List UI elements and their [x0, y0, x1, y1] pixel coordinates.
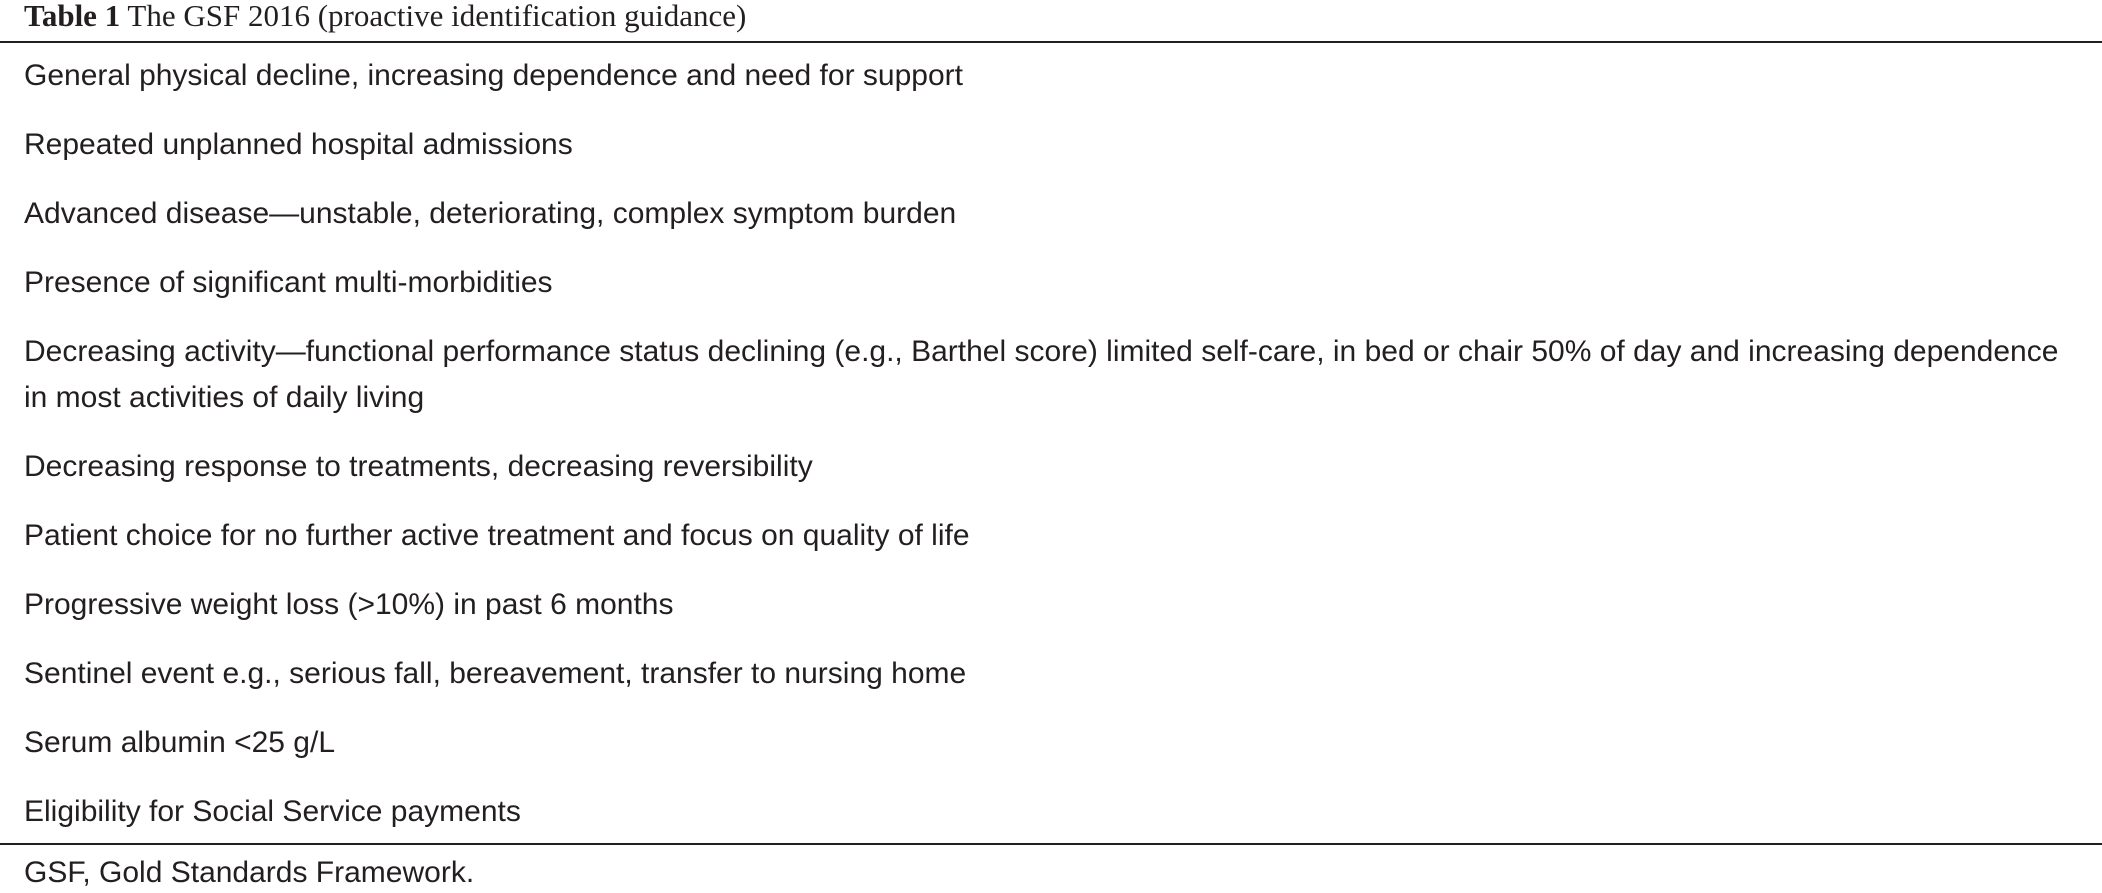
table-body: [24, 43, 2084, 848]
table-row: Progressive weight loss (>10%) in past 6 months: [24, 588, 674, 621]
table-row: Eligibility for Social Service payments: [24, 795, 521, 828]
table-caption-title: The GSF 2016 (proactive identification guidance): [127, 0, 747, 33]
table-caption: [24, 0, 746, 38]
table-footnote: GSF, Gold Standards Framework.: [24, 856, 475, 889]
table-row: Serum albumin <25 g/L: [24, 726, 336, 759]
table-row: Presence of significant multi-morbidities: [24, 266, 553, 299]
table-row: Decreasing activity—functional performance status declining (e.g., Barthel score) limited self-care, in bed or chair 50% of day and increasing dependence in most activities of daily living: [24, 335, 2059, 414]
table-row: Repeated unplanned hospital admissions: [24, 128, 573, 161]
table-bottom-rule: [0, 843, 2102, 845]
table-row: General physical decline, increasing dependence and need for support: [24, 59, 963, 92]
table-row: Decreasing response to treatments, decreasing reversibility: [24, 450, 813, 483]
table-row: Advanced disease—unstable, deteriorating, complex symptom burden: [24, 197, 957, 230]
table-row: Patient choice for no further active treatment and focus on quality of life: [24, 519, 970, 552]
table-row: Sentinel event e.g., serious fall, bereavement, transfer to nursing home: [24, 657, 967, 690]
table-caption-label: Table 1: [24, 0, 121, 33]
